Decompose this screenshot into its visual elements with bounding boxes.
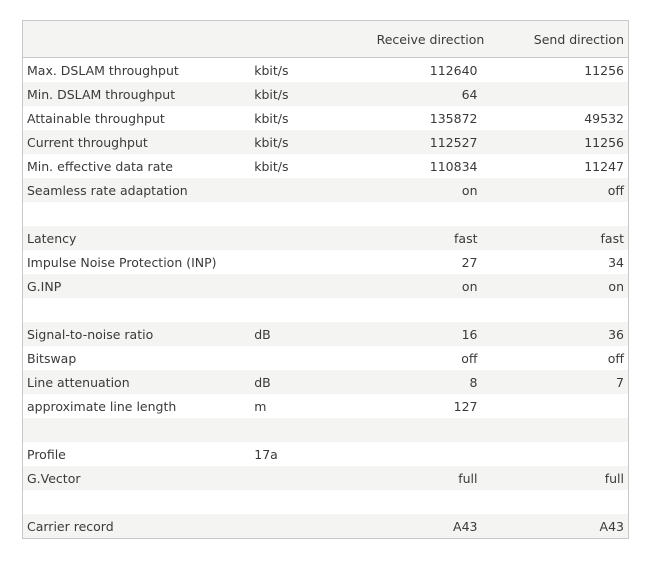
table-row: [23, 82, 628, 106]
row-label: Signal-to-noise ratio: [27, 326, 154, 342]
row-receive-value: 112527: [429, 134, 478, 150]
row-send-value: 11247: [584, 158, 624, 174]
table-row-spacer: [23, 418, 628, 442]
table-row-spacer: [23, 490, 628, 514]
row-receive-value: 16: [461, 326, 478, 342]
row-receive-value: 112640: [429, 62, 478, 78]
row-receive-value: A43: [453, 518, 478, 534]
row-label: Impulse Noise Protection (INP): [27, 254, 217, 270]
row-label: G.INP: [27, 278, 62, 294]
row-label: Line attenuation: [27, 374, 130, 390]
header-send-direction: Send direction: [533, 31, 624, 47]
table-row: [23, 442, 628, 466]
row-receive-value: 27: [461, 254, 478, 270]
row-label: Current throughput: [27, 134, 148, 150]
row-send-value: A43: [599, 518, 624, 534]
row-send-value: 7: [616, 374, 624, 390]
row-label: Profile: [27, 446, 66, 462]
table-row: [23, 274, 628, 298]
row-receive-value: 8: [469, 374, 478, 390]
row-label: Bitswap: [27, 350, 77, 366]
row-unit: kbit/s: [254, 86, 289, 102]
row-label: Max. DSLAM throughput: [27, 62, 179, 78]
row-unit: kbit/s: [254, 110, 289, 126]
table-row: [23, 178, 628, 202]
row-unit: dB: [254, 374, 271, 390]
row-label: approximate line length: [27, 398, 177, 414]
row-receive-value: on: [461, 278, 478, 294]
row-receive-value: fast: [454, 230, 478, 246]
row-send-value: fast: [600, 230, 624, 246]
table-row-spacer: [23, 202, 628, 226]
row-label: Carrier record: [27, 518, 114, 534]
table-row: [23, 466, 628, 490]
table-row: [23, 226, 628, 250]
row-send-value: off: [607, 350, 624, 366]
row-send-value: 11256: [584, 134, 624, 150]
row-unit: kbit/s: [254, 134, 289, 150]
row-send-value: full: [604, 470, 624, 486]
row-receive-value: 110834: [429, 158, 478, 174]
row-label: Latency: [27, 230, 77, 246]
row-send-value: on: [608, 278, 624, 294]
row-unit: kbit/s: [254, 158, 289, 174]
row-send-value: off: [607, 182, 624, 198]
table-row: [23, 346, 628, 370]
table-row: [23, 322, 628, 346]
row-label: Min. effective data rate: [27, 158, 173, 174]
row-unit: m: [254, 398, 267, 414]
table-row: [23, 370, 628, 394]
row-receive-value: 127: [453, 398, 478, 414]
table-row: [23, 514, 628, 538]
row-unit: 17a: [254, 446, 278, 462]
row-unit: kbit/s: [254, 62, 289, 78]
table-header: [23, 21, 628, 58]
table-row: [23, 394, 628, 418]
row-receive-value: on: [461, 182, 478, 198]
row-send-value: 11256: [584, 62, 624, 78]
row-receive-value: off: [461, 350, 478, 366]
row-receive-value: 135872: [429, 110, 478, 126]
table-row: [23, 58, 628, 82]
row-label: Min. DSLAM throughput: [27, 86, 176, 102]
row-send-value: 49532: [584, 110, 624, 126]
row-label: G.Vector: [27, 470, 81, 486]
row-send-value: 36: [608, 326, 624, 342]
table-row: [23, 106, 628, 130]
dsl-info-table: [22, 20, 629, 539]
table-row: [23, 154, 628, 178]
row-unit: dB: [254, 326, 271, 342]
table-row: [23, 130, 628, 154]
row-label: Seamless rate adaptation: [27, 182, 188, 198]
header-receive-direction: Receive direction: [376, 31, 485, 47]
row-label: Attainable throughput: [27, 110, 165, 126]
row-send-value: 34: [608, 254, 624, 270]
row-receive-value: full: [458, 470, 478, 486]
row-receive-value: 64: [461, 86, 478, 102]
table-row-spacer: [23, 298, 628, 322]
table-row: [23, 250, 628, 274]
